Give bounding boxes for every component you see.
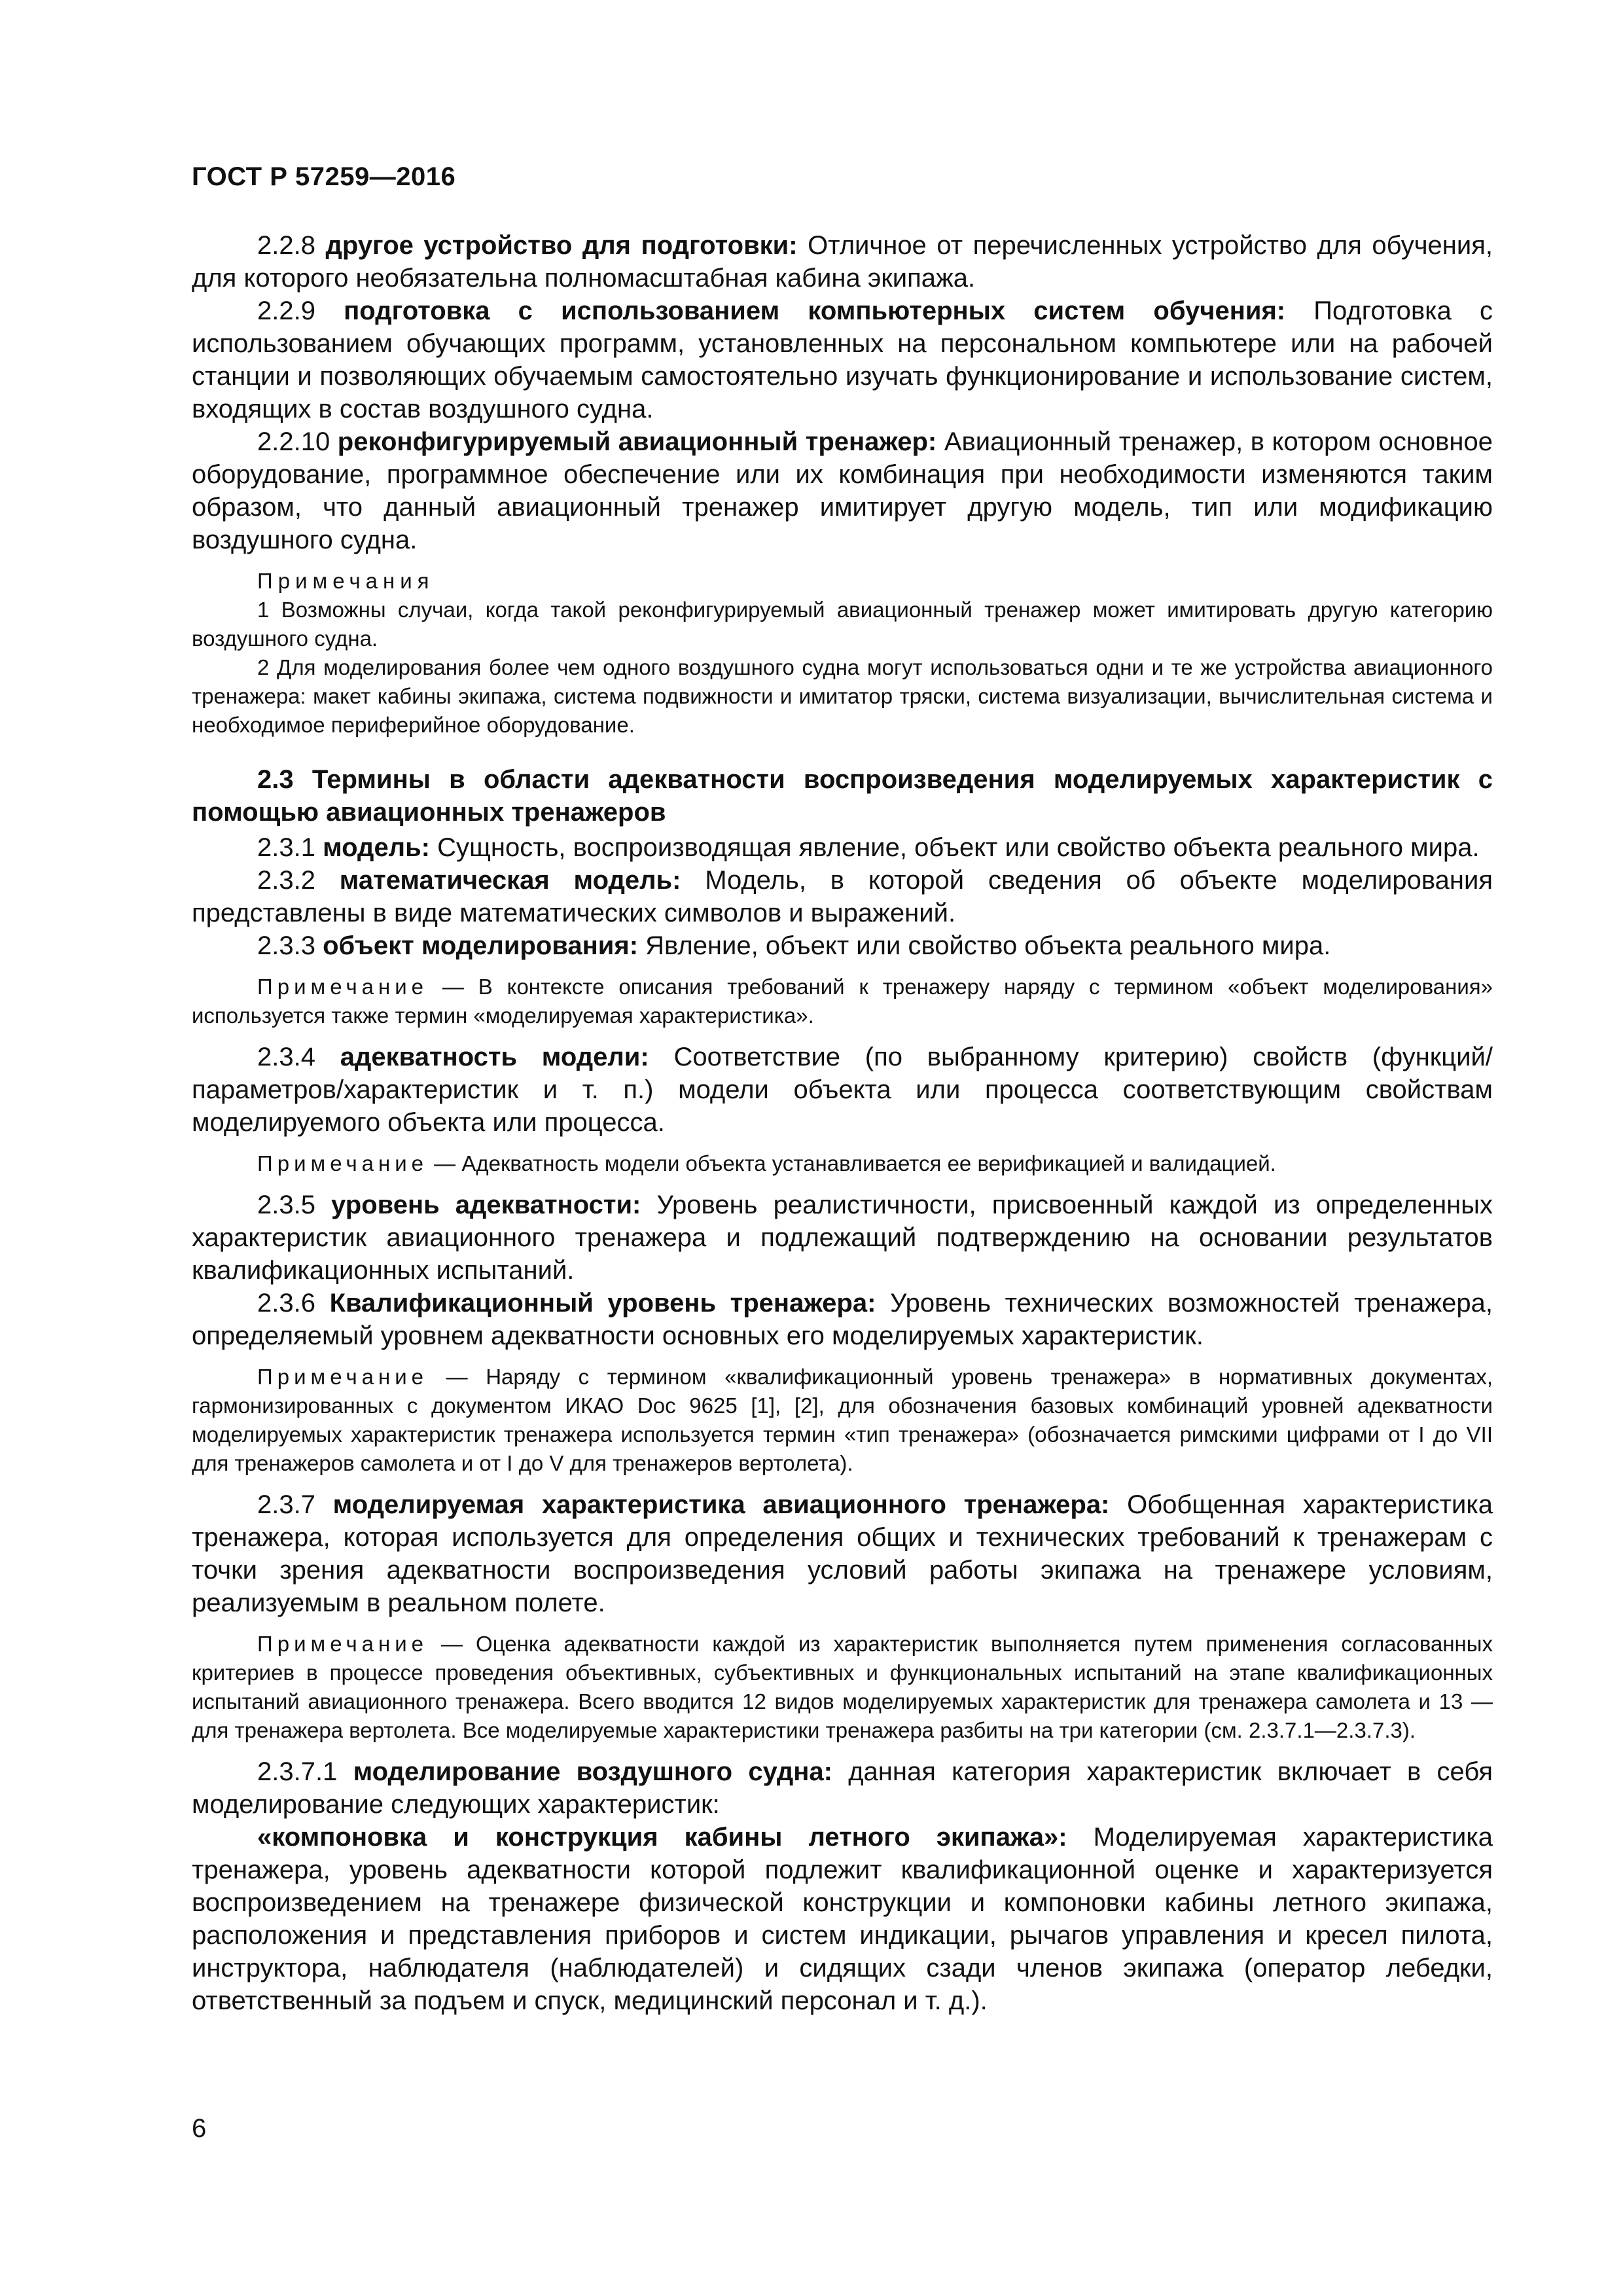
term-title: другое устройство для подготовки:: [325, 231, 798, 260]
term-number: 2.2.10: [257, 427, 338, 456]
page-body: [192, 229, 1493, 2017]
notes-heading: Примечания: [257, 569, 435, 593]
term-title: объект моделирования:: [323, 931, 639, 960]
term-definition: Уровень реалистичности, присвоенный каждой из определенных характеристик авиационного тренажера и подлежащий подтверждению на основании результатов квалификационных испытаний.: [192, 1191, 1493, 1285]
term-number: 2.3.2: [257, 866, 340, 895]
term-definition: Уровень технических возможностей тренажера, определяемый уровнем адекватности основных его моделируемых характеристик.: [192, 1289, 1493, 1350]
term-definition: Соответствие (по выбранному критерию) свойств (функций/параметров/характеристик и т. п.) модели объекта или процесса соответствующим свойствам моделируемого объекта или процесса.: [192, 1043, 1493, 1137]
term-number: 2.2.8: [257, 231, 326, 260]
term-2-3-1: [192, 831, 1493, 864]
note-2: 2 Для моделирования более чем одного воздушного судна могут использоваться одни и те же устройства авиационного тренажера: макет кабины экипажа, система подвижности и имитатор тряски, система визуализации, вычислительная система и необходимое периферийное оборудование.: [192, 655, 1493, 737]
term-title: модель:: [323, 833, 431, 862]
term-definition: Авиационный тренажер, в котором основное оборудование, программное обеспечение или их комбинация при необходимости изменяются таким образом, что данный авиационный тренажер имитирует другую модель, тип или модификацию воздушного судна.: [192, 427, 1493, 554]
page-number: 6: [192, 2114, 207, 2143]
term-2-3-4: [192, 1041, 1493, 1139]
term-definition: данная категория характеристик включает в себя моделирование следующих характеристик:: [192, 1757, 1493, 1819]
term-definition: Подготовка с использованием обучающих программ, установленных на персональном компьютере или на рабочей станции и позволяющих обучаемым самостоятельно изучать функционирование и использование систем, входящих в состав воздушного судна.: [192, 296, 1493, 423]
term-definition: Модель, в которой сведения об объекте моделирования представлены в виде математических символов и выражений.: [192, 866, 1493, 927]
term-2-3-6: [192, 1287, 1493, 1352]
term-title: Квалификационный уровень тренажера:: [329, 1289, 876, 1318]
term-number: 2.3.5: [257, 1191, 332, 1219]
term-definition: Сущность, воспроизводящая явление, объект или свойство объекта реального мира.: [430, 833, 1480, 862]
note-label: Примечание: [257, 1632, 429, 1656]
term-definition: Явление, объект или свойство объекта реального мира.: [638, 931, 1331, 960]
term-definition: Обобщенная характеристика тренажера, которая используется для определения общих и технических требований к тренажерам с точки зрения адекватности воспроизведения условий работы экипажа на тренажере условиям, реализуемым в реальном полете.: [192, 1490, 1493, 1617]
note-label: Примечание: [257, 1151, 429, 1175]
note-text: — Адекватность модели объекта устанавливается ее верификацией и валидацией.: [428, 1151, 1276, 1175]
term-2-3-3: [192, 929, 1493, 962]
term-title: подготовка с использованием компьютерных систем обучения:: [344, 296, 1286, 325]
term-number: 2.3.7: [257, 1490, 333, 1519]
term-title: адекватность модели:: [340, 1043, 649, 1071]
term-2-2-8: [192, 229, 1493, 295]
standard-header: ГОСТ Р 57259—2016: [192, 162, 456, 191]
term-definition: Моделируемая характеристика тренажера, уровень адекватности которой подлежит квалификационной оценке и характеризуется воспроизведением на тренажере физической конструкции и компоновки кабины летного экипажа, расположения и представления приборов и систем индикации, рычагов управления и кресел пилота, инструктора, наблюдателя (наблюдателей) и сидящих сзади членов экипажа (оператор лебедки, ответственный за подъем и спуск, медицинский персонал и т. д.).: [192, 1823, 1493, 2015]
term-2-3-7-1: [192, 1755, 1493, 1821]
term-title: математическая модель:: [339, 866, 681, 895]
term-number: 2.3.7.1: [257, 1757, 353, 1786]
note-2-3-7: [192, 1630, 1493, 1745]
term-number: 2.2.9: [257, 296, 344, 325]
note-1: 1 Возможны случаи, когда такой реконфигурируемый авиационный тренажер может имитировать другую категорию воздушного судна.: [192, 598, 1493, 651]
term-number: 2.3.1: [257, 833, 323, 862]
term-title: реконфигурируемый авиационный тренажер:: [337, 427, 937, 456]
note-2-3-4: [192, 1149, 1493, 1178]
term-2-3-5: [192, 1189, 1493, 1287]
term-2-3-2: [192, 864, 1493, 929]
note-label: Примечание: [257, 975, 429, 999]
term-title: уровень адекватности:: [331, 1191, 641, 1219]
term-cockpit-layout: [192, 1821, 1493, 2017]
term-number: 2.3.6: [257, 1289, 330, 1318]
term-title: моделирование воздушного судна:: [353, 1757, 832, 1786]
term-definition: Отличное от перечисленных устройство для обучения, для которого необязательна полномасштабная кабина экипажа.: [192, 231, 1493, 293]
note-text: — Оценка адекватности каждой из характеристик выполняется путем применения согласованных критериев в процессе проведения объективных, субъективных и функциональных испытаний на этапе квалификационных испытаний авиационного тренажера. Всего вводится 12 видов моделируемых характеристик для тренажера самолета и 13 — для тренажера вертолета. Все моделируемые характеристики тренажера разбиты на три категории (см. 2.3.7.1—2.3.7.3).: [192, 1632, 1493, 1742]
note-text: — Наряду с термином «квалификационный уровень тренажера» в нормативных документах, гармонизированных с документом ИКАО Doc 9625 [1], [2], для обозначения базовых комбинаций уровней адекватности моделируемых характеристик тренажера используется термин «тип тренажера» (обозначается римскими цифрами от I до VII для тренажеров самолета и от I до V для тренажеров вертолета).: [192, 1365, 1493, 1475]
term-title: «компоновка и конструкция кабины летного экипажа»:: [257, 1823, 1067, 1852]
note-2-3-6: [192, 1363, 1493, 1478]
term-2-2-10: [192, 425, 1493, 556]
note-2-3-3: [192, 973, 1493, 1030]
note-label: Примечание: [257, 1365, 429, 1389]
term-2-2-9: [192, 295, 1493, 425]
term-2-3-7: [192, 1488, 1493, 1619]
note-text: — В контексте описания требований к тренажеру наряду с термином «объект моделирования» используется также термин «моделируемая характеристика».: [192, 975, 1493, 1028]
term-number: 2.3.3: [257, 931, 323, 960]
term-title: моделируемая характеристика авиационного тренажера:: [332, 1490, 1110, 1519]
section-heading-2-3: 2.3 Термины в области адекватности воспроизведения моделируемых характеристик с помощью авиационных тренажеров: [192, 765, 1493, 827]
term-number: 2.3.4: [257, 1043, 340, 1071]
